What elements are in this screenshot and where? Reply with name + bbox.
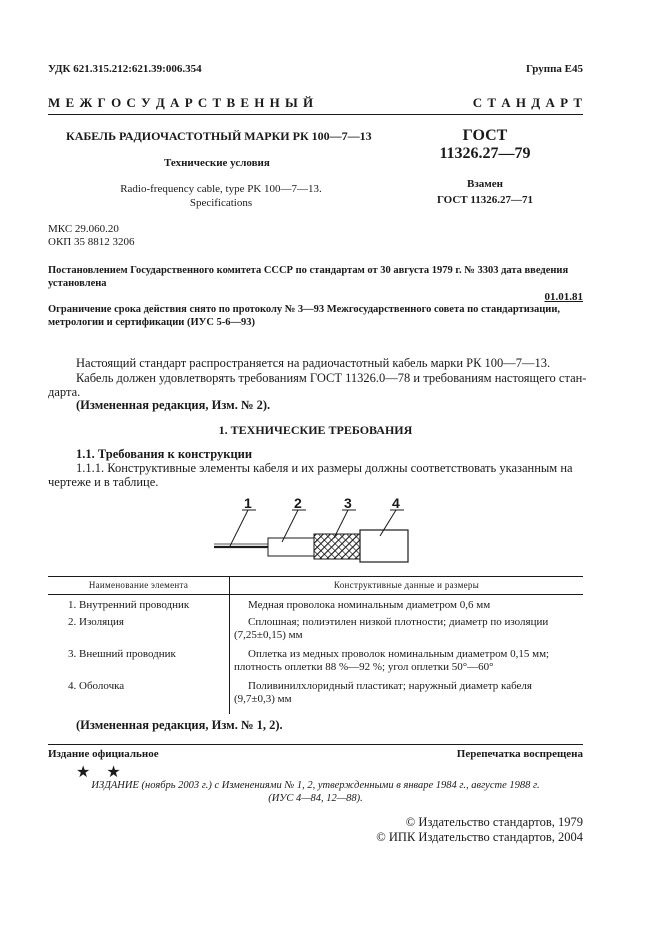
sheath-shape	[360, 530, 408, 562]
requirements-paragraph-1: Кабель должен удовлетворять требованиям ГОСТ 11326.0—78 и требованиям настоящего стан-	[76, 371, 587, 385]
document-subtitle: Технические условия	[164, 157, 270, 169]
subsection-title: 1.1. Требования к конструкции	[76, 447, 253, 461]
udc-code: УДК 621.315.212:621.39:006.354	[48, 63, 202, 75]
table-row-2-data-2: (7,25±0,15) мм	[234, 629, 303, 641]
insulation-shape	[268, 538, 318, 556]
reprint-notice: Перепечатка воспрещена	[456, 748, 583, 760]
table-top-rule	[48, 576, 583, 577]
construction-paragraph-1: 1.1.1. Конструктивные элементы кабеля и их размеры должны соответствовать указанным на	[76, 461, 573, 475]
requirements-paragraph-2: дарта.	[48, 385, 81, 399]
limit-line-1: Ограничение срока действия снято по протоколу № 3—93 Межгосударственного совета по стандартизации,	[48, 304, 561, 315]
revision-note-2: (Измененная редакция, Изм. № 1, 2).	[76, 718, 283, 732]
table-row-4-data-2: (9,7±0,3) мм	[234, 693, 292, 705]
table-header-element: Наименование элемента	[88, 580, 189, 590]
copyright-1979: © Издательство стандартов, 1979	[405, 815, 583, 829]
drawing-label-4: 4	[392, 495, 400, 511]
limit-line-2: метрологии и сертификации (ИУС 5-6—93)	[48, 317, 256, 328]
edition-line-2: (ИУС 4—84, 12—88).	[268, 793, 363, 804]
leader-line-1	[230, 510, 248, 546]
document-title: КАБЕЛЬ РАДИОЧАСТОТНЫЙ МАРКИ РК 100—7—13	[66, 129, 372, 143]
table-row-1-data: Медная проволока номинальным диаметром 0,6 мм	[248, 599, 491, 611]
cable-drawing	[200, 494, 430, 570]
gost-number: 11326.27—79	[439, 145, 531, 162]
table-row-4-name: 4. Оболочка	[68, 680, 125, 692]
table-row-2-data-1: Сплошная; полиэтилен низкой плотности; диаметр по изоляции	[248, 616, 549, 628]
copyright-2004: © ИПК Издательство стандартов, 2004	[376, 830, 583, 844]
revision-note-1: (Измененная редакция, Изм. № 2).	[76, 398, 271, 412]
replaces-gost: ГОСТ 11326.27—71	[436, 194, 534, 206]
table-row-1-name: 1. Внутренний проводник	[68, 599, 190, 611]
gost-label: ГОСТ	[462, 127, 508, 144]
table-row-4-data-1: Поливинилхлоридный пластикат; наружный диаметр кабеля	[248, 680, 532, 692]
effective-date: 01.01.81	[544, 291, 583, 303]
table-row-3-data-2: плотность оплетки 88 %—92 %; угол оплетки 50°—60°	[234, 661, 494, 673]
decree-line-2: установлена	[48, 278, 107, 289]
table-column-divider	[229, 576, 230, 714]
construction-paragraph-2: чертеже и в таблице.	[48, 475, 159, 489]
drawing-label-2: 2	[294, 495, 302, 511]
mks-code: МКС 29.060.20	[48, 223, 119, 235]
banner-right: С Т А Н Д А Р Т	[472, 95, 583, 110]
leader-line-2	[282, 510, 298, 542]
group-code: Группа Е45	[525, 63, 583, 75]
table-row-3-name: 3. Внешний проводник	[68, 648, 176, 660]
table-row-2-name: 2. Изоляция	[68, 616, 124, 628]
edition-line-1: ИЗДАНИЕ (ноябрь 2003 г.) с Изменениями № 1, 2, утвержденными в январе 1984 г., августе 1988 г.	[91, 780, 540, 791]
intro-paragraph: Настоящий стандарт распространяется на радиочастотный кабель марки РК 100—7—13.	[76, 356, 551, 370]
banner-left: М Е Ж Г О С У Д А Р С Т В Е Н Н Ы Й	[48, 95, 315, 110]
footer-rule	[48, 744, 583, 745]
official-edition: Издание официальное	[48, 748, 159, 760]
table-header-rule	[48, 594, 583, 595]
okp-code: ОКП 35 8812 3206	[48, 236, 135, 248]
header-rule	[48, 114, 583, 115]
table-row-3-data-1: Оплетка из медных проволок номинальным диаметром 0,15 мм;	[248, 648, 550, 660]
drawing-label-3: 3	[344, 495, 352, 511]
section-title: 1. ТЕХНИЧЕСКИЕ ТРЕБОВАНИЯ	[218, 423, 413, 437]
table-header-data: Конструктивные данные и размеры	[333, 580, 480, 590]
drawing-label-1: 1	[244, 495, 252, 511]
star-icon: ★ ★	[76, 764, 127, 781]
replaces-label: Взамен	[467, 178, 503, 190]
english-title-1: Radio-frequency cable, type PK 100—7—13.	[120, 183, 322, 195]
decree-line-1: Постановлением Государственного комитета СССР по стандартам от 30 августа 1979 г. № 3303 дата введения	[48, 265, 569, 276]
english-title-2: Specifications	[189, 197, 253, 209]
